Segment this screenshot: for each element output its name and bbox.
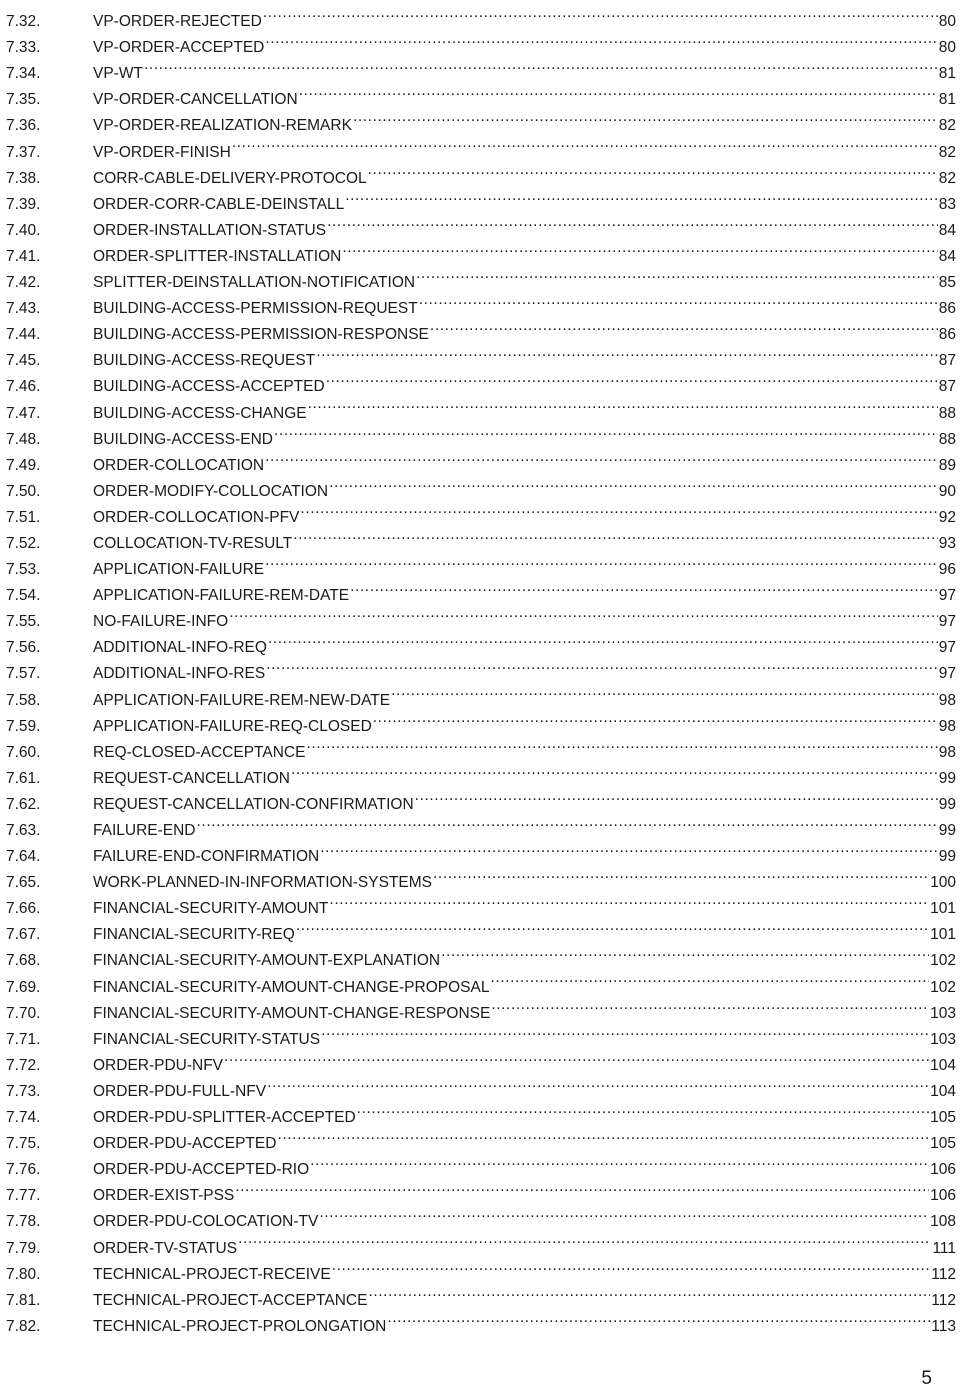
toc-entry-title[interactable]: ORDER-SPLITTER-INSTALLATION: [93, 247, 342, 265]
toc-entry-title[interactable]: FINANCIAL-SECURITY-AMOUNT-CHANGE-RESPONSE: [93, 1004, 491, 1022]
toc-entry-number: 7.50.: [6, 482, 41, 500]
toc-dot-leader: [197, 809, 938, 835]
toc-entry-page[interactable]: 84: [938, 221, 956, 239]
toc-dot-leader: [332, 1253, 931, 1279]
toc-dot-leader: [342, 235, 937, 261]
toc-dot-leader: [491, 992, 929, 1018]
toc-dot-leader: [300, 496, 937, 522]
toc-entry-title[interactable]: VP-ORDER-CANCELLATION: [93, 91, 298, 109]
toc-entry-number: 7.42.: [6, 274, 41, 292]
toc-entry-page[interactable]: 97: [938, 665, 956, 683]
toc-entry[interactable]: [6, 78, 956, 109]
toc-entry-page[interactable]: 82: [938, 117, 956, 135]
toc-entry-title[interactable]: VP-ORDER-FINISH: [93, 143, 231, 161]
toc-entry-title[interactable]: ORDER-CORR-CABLE-DEINSTALL: [93, 195, 345, 213]
toc-entry-number: 7.78.: [6, 1213, 41, 1231]
toc-entry-title[interactable]: APPLICATION-FAILURE-REM-DATE: [93, 587, 350, 605]
toc-entry-page[interactable]: 82: [938, 143, 956, 161]
toc-entry-page[interactable]: 99: [938, 848, 956, 866]
toc-entry-title[interactable]: VP-ORDER-ACCEPTED: [93, 39, 265, 57]
toc-dot-leader: [320, 835, 938, 861]
toc-entry-page[interactable]: 100: [930, 874, 956, 892]
toc-entry-title[interactable]: TECHNICAL-PROJECT-ACCEPTANCE: [93, 1291, 368, 1309]
toc-entry-title[interactable]: VP-ORDER-REALIZATION-REMARK: [93, 117, 352, 135]
toc-dot-leader: [391, 678, 938, 704]
toc-entry-page[interactable]: 104: [930, 1082, 956, 1100]
toc-dot-leader: [430, 313, 938, 339]
toc-entry-title[interactable]: ORDER-PDU-NFV: [93, 1056, 224, 1074]
toc-dot-leader: [357, 1096, 929, 1122]
toc-dot-leader: [350, 574, 938, 600]
toc-dot-leader: [321, 1018, 929, 1044]
toc-entry-number: 7.32.: [6, 13, 41, 31]
toc-entry-title[interactable]: CORR-CABLE-DELIVERY-PROTOCOL: [93, 169, 367, 187]
toc-entry-number: 7.35.: [6, 91, 41, 109]
toc-dot-leader: [266, 652, 938, 678]
toc-entry-page[interactable]: 96: [938, 561, 956, 579]
toc-entry-title[interactable]: BUILDING-ACCESS-PERMISSION-REQUEST: [93, 300, 418, 318]
toc-entry-page[interactable]: 98: [938, 743, 956, 761]
toc-entry-title[interactable]: APPLICATION-FAILURE-REM-NEW-DATE: [93, 691, 391, 709]
toc-entry-title[interactable]: ORDER-COLLOCATION-PFV: [93, 508, 300, 526]
toc-entry-number: 7.54.: [6, 587, 41, 605]
toc-entry-title[interactable]: BUILDING-ACCESS-END: [93, 430, 273, 448]
toc-entry-title[interactable]: ADDITIONAL-INFO-REQ: [93, 639, 267, 657]
toc-entry-page[interactable]: 103: [930, 1030, 956, 1048]
toc-dot-leader: [329, 887, 929, 913]
page-number: 5: [921, 1368, 932, 1389]
toc-entry-title[interactable]: FAILURE-END: [93, 822, 196, 839]
toc-entry-page[interactable]: 102: [930, 978, 956, 996]
toc-entry-title[interactable]: ORDER-PDU-SPLITTER-ACCEPTED: [93, 1109, 356, 1127]
toc-dot-leader: [265, 26, 937, 52]
toc-entry-number: 7.51.: [6, 508, 41, 526]
toc-entry-page[interactable]: 99: [938, 822, 956, 839]
toc-dot-leader: [308, 391, 938, 417]
toc-dot-leader: [238, 1226, 931, 1252]
toc-dot-leader: [268, 626, 938, 652]
toc-entry-page[interactable]: 103: [930, 1004, 956, 1022]
toc-entry-page[interactable]: 112: [931, 1265, 956, 1283]
toc-entry-title[interactable]: FINANCIAL-SECURITY-AMOUNT-CHANGE-PROPOSAL: [93, 978, 490, 996]
toc-dot-leader: [265, 444, 938, 470]
toc-entry-number: 7.63.: [6, 822, 41, 839]
toc-entry-page[interactable]: 84: [938, 247, 956, 265]
toc-entry-title[interactable]: TECHNICAL-PROJECT-PROLONGATION: [93, 1317, 387, 1335]
toc-entry-number: 7.69.: [6, 978, 41, 996]
toc-entry-page[interactable]: 80: [938, 13, 956, 31]
toc-entry-number: 7.62.: [6, 795, 41, 813]
toc-entry-page[interactable]: 102: [930, 952, 956, 970]
toc-entry-number: 7.59.: [6, 717, 41, 735]
toc-entry-number: 7.43.: [6, 300, 41, 318]
toc-entry-page[interactable]: 98: [938, 717, 956, 735]
toc-entry-number: 7.46.: [6, 378, 41, 396]
toc-entry-number: 7.73.: [6, 1082, 41, 1100]
toc-dot-leader: [229, 600, 938, 626]
toc-entry-number: 7.61.: [6, 769, 41, 787]
toc-entry-title[interactable]: REQ-CLOSED-ACCEPTANCE: [93, 743, 306, 761]
toc-entry-page[interactable]: 99: [938, 769, 956, 787]
toc-entry-page[interactable]: 86: [938, 300, 956, 318]
toc-dot-leader: [265, 548, 938, 574]
toc-entry-title[interactable]: REQUEST-CANCELLATION: [93, 769, 290, 787]
toc-dot-leader: [368, 1279, 930, 1305]
toc-entry-title[interactable]: ORDER-PDU-ACCEPTED-RIO: [93, 1161, 310, 1179]
toc-entry-page[interactable]: 87: [938, 352, 956, 370]
toc-dot-leader: [490, 965, 929, 991]
toc-entry-number: 7.40.: [6, 221, 41, 239]
toc-entry-title[interactable]: ORDER-PDU-COLOCATION-TV: [93, 1213, 319, 1231]
toc-dot-leader: [267, 1070, 929, 1096]
toc-entry-page[interactable]: 80: [938, 39, 956, 57]
toc-entry-page[interactable]: 83: [938, 195, 956, 213]
toc-dot-leader: [310, 1148, 929, 1174]
toc-entry-number: 7.56.: [6, 639, 41, 657]
toc-entry-page[interactable]: 87: [938, 378, 956, 396]
toc-entry-number: 7.72.: [6, 1056, 41, 1074]
toc-entry-number: 7.65.: [6, 874, 41, 892]
toc-entry-page[interactable]: 81: [938, 91, 956, 109]
toc-entry-number: 7.71.: [6, 1030, 41, 1048]
toc-dot-leader: [441, 939, 929, 965]
toc-entry-title[interactable]: WORK-PLANNED-IN-INFORMATION-SYSTEMS: [93, 874, 432, 892]
toc-dot-leader: [306, 731, 937, 757]
toc-dot-leader: [353, 104, 938, 130]
table-of-contents: [6, 0, 956, 1335]
toc-entry-number: 7.58.: [6, 691, 41, 709]
toc-entry-title[interactable]: REQUEST-CANCELLATION-CONFIRMATION: [93, 795, 414, 813]
toc-entry-title[interactable]: SPLITTER-DEINSTALLATION-NOTIFICATION: [93, 274, 416, 292]
toc-entry-title[interactable]: ORDER-INSTALLATION-STATUS: [93, 221, 327, 239]
toc-entry[interactable]: [6, 0, 956, 31]
toc-dot-leader: [327, 209, 938, 235]
toc-dot-leader: [299, 78, 938, 104]
toc-entry-number: 7.60.: [6, 743, 41, 761]
toc-entry-page[interactable]: 92: [938, 508, 956, 526]
toc-entry-title[interactable]: ADDITIONAL-INFO-RES: [93, 665, 266, 683]
toc-dot-leader: [415, 783, 938, 809]
toc-entry-page[interactable]: 88: [938, 430, 956, 448]
toc-entry-page[interactable]: 101: [930, 926, 956, 944]
toc-dot-leader: [419, 287, 938, 313]
toc-dot-leader: [387, 1305, 930, 1331]
toc-entry-page[interactable]: 111: [932, 1239, 956, 1257]
toc-entry-title[interactable]: TECHNICAL-PROJECT-RECEIVE: [93, 1265, 331, 1283]
toc-entry-title[interactable]: BUILDING-ACCESS-CHANGE: [93, 404, 307, 422]
toc-entry-page[interactable]: 97: [938, 587, 956, 605]
toc-entry-title[interactable]: BUILDING-ACCESS-REQUEST: [93, 352, 316, 370]
toc-entry-number: 7.80.: [6, 1265, 41, 1283]
toc-dot-leader: [433, 861, 929, 887]
toc-dot-leader: [416, 261, 938, 287]
toc-dot-leader: [296, 913, 929, 939]
toc-entry-page[interactable]: 93: [938, 534, 956, 552]
toc-dot-leader: [316, 339, 938, 365]
toc-entry-number: 7.39.: [6, 195, 41, 213]
toc-entry-number: 7.49.: [6, 456, 41, 474]
toc-entry-title[interactable]: COLLOCATION-TV-RESULT: [93, 534, 293, 552]
toc-entry-number: 7.45.: [6, 352, 41, 370]
toc-dot-leader: [329, 470, 938, 496]
toc-entry-page[interactable]: 104: [930, 1056, 956, 1074]
toc-entry-title[interactable]: ORDER-EXIST-PSS: [93, 1187, 235, 1205]
toc-entry-page[interactable]: 112: [931, 1291, 956, 1309]
toc-entry-number: 7.67.: [6, 926, 41, 944]
toc-dot-leader: [232, 130, 938, 156]
toc-entry-number: 7.37.: [6, 143, 41, 161]
toc-entry-title[interactable]: ORDER-PDU-ACCEPTED: [93, 1135, 277, 1153]
toc-entry-title[interactable]: FINANCIAL-SECURITY-AMOUNT-EXPLANATION: [93, 952, 441, 970]
toc-entry-number: 7.82.: [6, 1317, 41, 1335]
toc-entry-number: 7.77.: [6, 1187, 41, 1205]
toc-entry-page[interactable]: 82: [938, 169, 956, 187]
toc-entry-page[interactable]: 105: [930, 1109, 956, 1127]
toc-entry-title[interactable]: VP-ORDER-REJECTED: [93, 13, 262, 31]
toc-entry-page[interactable]: 106: [930, 1187, 956, 1205]
toc-entry-number: 7.53.: [6, 561, 41, 579]
toc-entry-title[interactable]: FINANCIAL-SECURITY-STATUS: [93, 1030, 321, 1048]
toc-entry-number: 7.48.: [6, 430, 41, 448]
toc-entry-title[interactable]: ORDER-TV-STATUS: [93, 1239, 238, 1257]
toc-entry-number: 7.70.: [6, 1004, 41, 1022]
toc-entry-page[interactable]: 85: [938, 274, 956, 292]
toc-entry-number: 7.38.: [6, 169, 41, 187]
toc-entry-page[interactable]: 105: [930, 1135, 956, 1153]
toc-entry-title[interactable]: APPLICATION-FAILURE: [93, 561, 265, 579]
toc-entry-number: 7.57.: [6, 665, 41, 683]
toc-entry-page[interactable]: 97: [938, 613, 956, 631]
toc-entry-title[interactable]: ORDER-COLLOCATION: [93, 456, 265, 474]
toc-entry-number: 7.41.: [6, 247, 41, 265]
toc-entry-number: 7.75.: [6, 1135, 41, 1153]
toc-entry-title[interactable]: APPLICATION-FAILURE-REQ-CLOSED: [93, 717, 372, 735]
toc-entry-page[interactable]: 106: [930, 1161, 956, 1179]
toc-entry-page[interactable]: 88: [938, 404, 956, 422]
toc-dot-leader: [277, 1122, 929, 1148]
toc-entry-title[interactable]: BUILDING-ACCESS-PERMISSION-RESPONSE: [93, 326, 429, 344]
toc-dot-leader: [263, 0, 938, 26]
toc-dot-leader: [373, 705, 938, 731]
toc-entry-title[interactable]: ORDER-MODIFY-COLLOCATION: [93, 482, 329, 500]
toc-entry-page[interactable]: 81: [938, 65, 956, 83]
toc-entry-title[interactable]: FAILURE-END-CONFIRMATION: [93, 848, 320, 866]
toc-entry-page[interactable]: 97: [938, 639, 956, 657]
toc-entry-number: 7.33.: [6, 39, 41, 57]
toc-entry-page[interactable]: 98: [938, 691, 956, 709]
toc-entry-title[interactable]: FINANCIAL-SECURITY-AMOUNT: [93, 900, 329, 918]
toc-entry[interactable]: [6, 52, 956, 83]
toc-entry-number: 7.36.: [6, 117, 41, 135]
toc-entry-number: 7.74.: [6, 1109, 41, 1127]
toc-entry-page[interactable]: 90: [938, 482, 956, 500]
toc-entry-page[interactable]: 86: [938, 326, 956, 344]
toc-entry-number: 7.47.: [6, 404, 41, 422]
toc-entry-title[interactable]: VP-WT: [93, 65, 143, 83]
toc-entry-number: 7.68.: [6, 952, 41, 970]
toc-entry-number: 7.64.: [6, 848, 41, 866]
toc-entry-page[interactable]: 108: [930, 1213, 956, 1231]
toc-dot-leader: [293, 522, 938, 548]
toc-entry-number: 7.76.: [6, 1161, 41, 1179]
toc-entry-page[interactable]: 101: [930, 900, 956, 918]
toc-entry-number: 7.79.: [6, 1239, 41, 1257]
toc-entry-title[interactable]: NO-FAILURE-INFO: [93, 613, 229, 631]
toc-entry-title[interactable]: BUILDING-ACCESS-ACCEPTED: [93, 378, 325, 396]
toc-dot-leader: [319, 1200, 929, 1226]
toc-entry-number: 7.52.: [6, 534, 41, 552]
toc-dot-leader: [326, 365, 938, 391]
toc-entry-page[interactable]: 113: [931, 1317, 956, 1335]
toc-dot-leader: [291, 757, 938, 783]
toc-dot-leader: [224, 1044, 929, 1070]
toc-entry-page[interactable]: 89: [938, 456, 956, 474]
toc-dot-leader: [368, 157, 938, 183]
toc-entry-title[interactable]: FINANCIAL-SECURITY-REQ: [93, 926, 295, 944]
toc-entry-number: 7.66.: [6, 900, 41, 918]
toc-dot-leader: [345, 183, 938, 209]
toc-entry-number: 7.34.: [6, 65, 41, 83]
toc-dot-leader: [274, 418, 938, 444]
toc-entry-number: 7.81.: [6, 1291, 41, 1309]
toc-entry-page[interactable]: 99: [938, 795, 956, 813]
toc-dot-leader: [144, 52, 938, 78]
toc-dot-leader: [235, 1174, 929, 1200]
toc-entry-title[interactable]: ORDER-PDU-FULL-NFV: [93, 1082, 267, 1100]
toc-entry-number: 7.44.: [6, 326, 41, 344]
toc-entry-number: 7.55.: [6, 613, 41, 631]
